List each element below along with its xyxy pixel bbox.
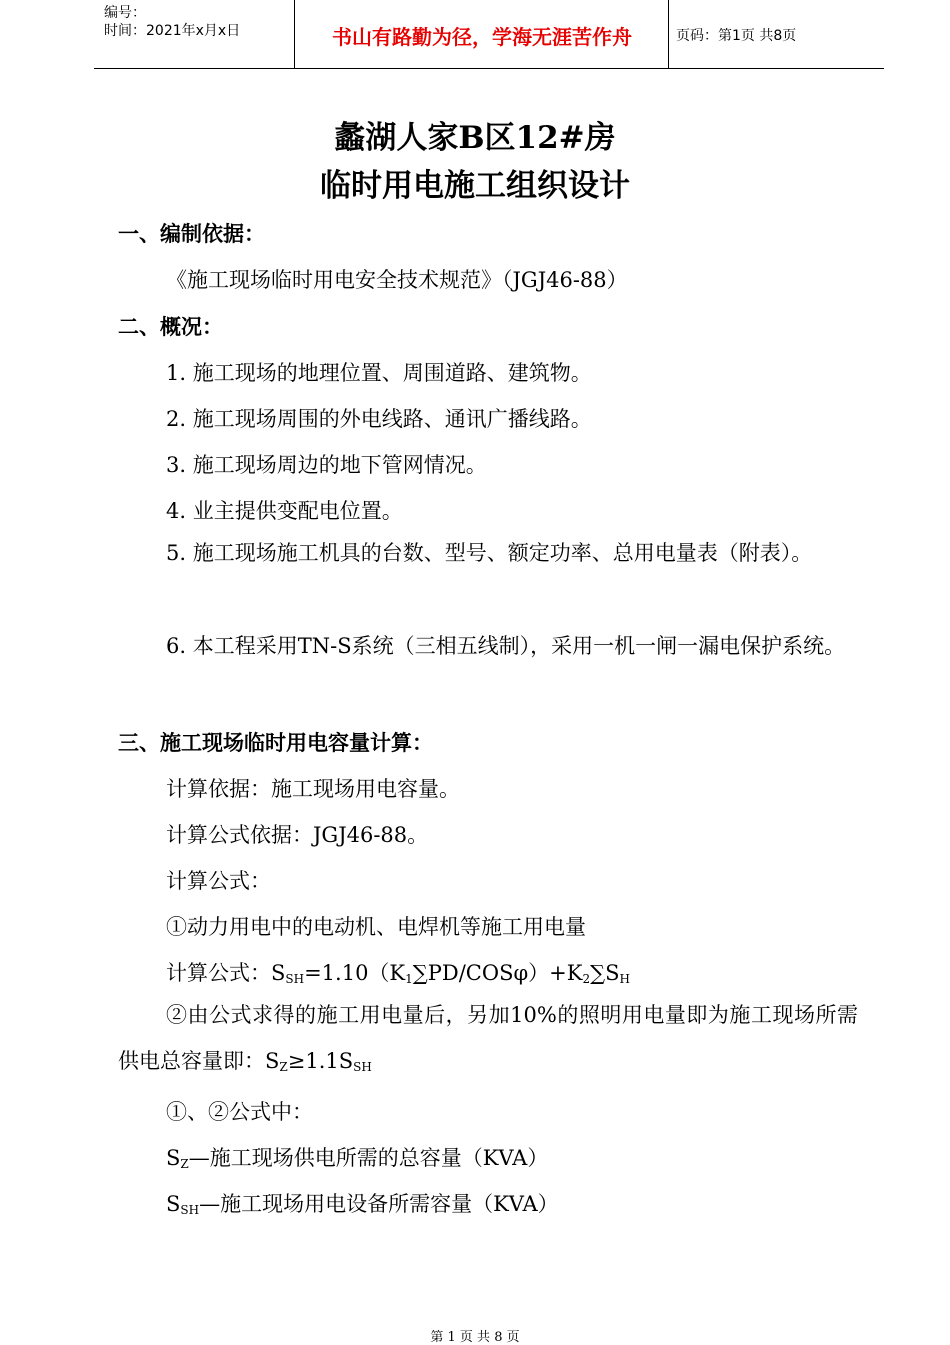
list-item: 3. 施工现场周边的地下管网情况。 (166, 453, 487, 477)
calc-basis: 计算依据：施工现场用电容量。 (166, 777, 460, 801)
list-item: 5. 施工现场施工机具的台数、型号、额定功率、总用电量表（附表）。 (166, 541, 813, 565)
formula1-subscript: H (619, 972, 630, 986)
header-meta (104, 4, 240, 40)
definition-ssh (166, 1188, 559, 1218)
list-item: 6. 本工程采用TN-S系统（三相五线制），采用一机一闸一漏电保护系统。 (166, 634, 846, 658)
definition-subscript: Z (180, 1157, 189, 1171)
formula2-text: ②由公式求得的施工用电量后，另加10%的照明用电量即为施工现场所需供电总容量即：S (118, 1003, 858, 1073)
formula-item1: ①动力用电中的电动机、电焊机等施工用电量 (166, 915, 586, 939)
definition-text: —施工现场用电设备所需容量（KVA） (199, 1192, 559, 1216)
section1-text: 《施工现场临时用电安全技术规范》（JGJ46-88） (166, 268, 628, 292)
section1-heading: 一、编制依据： (118, 222, 265, 246)
definition-symbol: S (166, 1146, 181, 1170)
formula1-subscript: SH (285, 972, 305, 986)
document-title-line2: 临时用电施工组织设计 (320, 168, 630, 204)
formula-basis: 计算公式依据：JGJ46-88。 (166, 823, 429, 847)
formula-item2 (118, 992, 858, 1090)
page-footer: 第 1 页 共 8 页 (430, 1330, 520, 1345)
section3-heading: 三、施工现场临时用电容量计算： (118, 731, 433, 755)
section2-heading: 二、概况： (118, 315, 223, 339)
formula-label: 计算公式： (166, 869, 271, 893)
list-item: 4. 业主提供变配电位置。 (166, 499, 403, 523)
definition-sz (166, 1142, 548, 1172)
formula1 (166, 957, 630, 987)
document-number-label: 编号： (104, 5, 146, 21)
formula1-text: =1.10（K (304, 961, 406, 985)
formula1-text: 计算公式：S (166, 961, 286, 985)
definition-text: —施工现场供电所需的总容量（KVA） (188, 1146, 549, 1170)
list-item: 2. 施工现场周围的外电线路、通讯广播线路。 (166, 407, 592, 431)
formula2-text: ≥1.1S (287, 1049, 354, 1073)
formula1-text: ∑S (590, 961, 620, 985)
definition-symbol: S (166, 1192, 181, 1216)
definition-subscript: SH (180, 1203, 200, 1217)
document-title-line1: 蠡湖人家B区12#房 (334, 120, 616, 156)
formula2-subscript: Z (279, 1060, 288, 1074)
header-divider (668, 0, 669, 68)
document-date: 时间：2021年x月x日 (104, 23, 241, 39)
header-motto: 书山有路勤为径，学海无涯苦作舟 (332, 25, 632, 49)
header-divider (294, 0, 295, 68)
list-item: 1. 施工现场的地理位置、周围道路、建筑物。 (166, 361, 592, 385)
formula1-subscript: 1 (405, 972, 413, 986)
note-intro: ①、②公式中： (166, 1100, 313, 1124)
header-page-info: 页码：第1页 共8页 (676, 28, 797, 44)
formula1-text: ∑PD/COSφ）+K (412, 961, 583, 985)
formula2-subscript: SH (353, 1060, 372, 1074)
page-header (94, 0, 884, 69)
formula1-subscript: 2 (582, 972, 591, 986)
